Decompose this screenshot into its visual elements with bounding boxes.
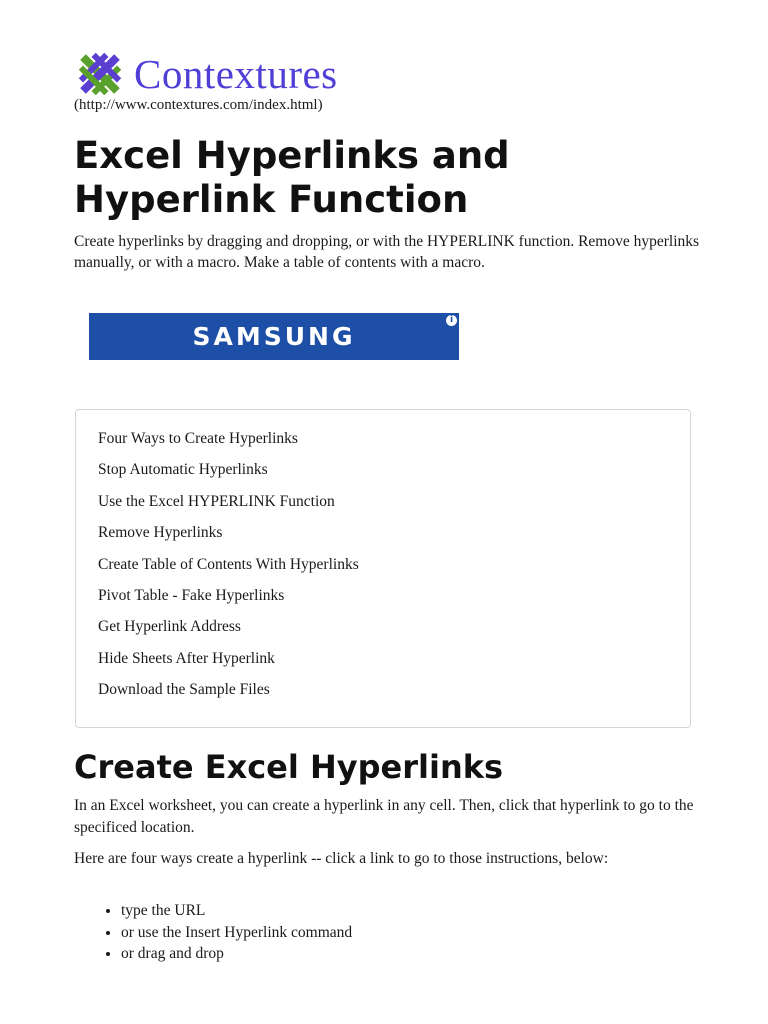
table-of-contents bbox=[75, 409, 691, 728]
bullet-item: • or use the Insert Hyperlink command bbox=[121, 922, 352, 944]
toc-item-remove-hyperlinks[interactable]: Remove Hyperlinks bbox=[98, 524, 223, 542]
section-paragraph-2: Here are four ways create a hyperlink -- click a link to go to those instructions, below: bbox=[74, 850, 609, 867]
ad-brand-text: SAMSUNG bbox=[192, 322, 356, 351]
toc-item-download-samples[interactable]: Download the Sample Files bbox=[98, 681, 270, 699]
section-heading: Create Excel Hyperlinks bbox=[74, 748, 504, 786]
bullet-list bbox=[74, 900, 352, 965]
toc-item-hyperlink-function[interactable]: Use the Excel HYPERLINK Function bbox=[98, 492, 335, 510]
samsung-ad-banner[interactable] bbox=[89, 313, 459, 360]
toc-item-table-of-contents[interactable]: Create Table of Contents With Hyperlinks bbox=[98, 555, 359, 573]
intro-text: Create hyperlinks by dragging and dropping, or with the HYPERLINK function. Remove hyperlinks manually, or with a macro. Make a table of contents with a macro. bbox=[74, 233, 700, 271]
logo-url: (http://www.contextures.com/index.html) bbox=[74, 97, 323, 113]
bullet-item: • type the URL bbox=[121, 900, 352, 922]
bullet-item: • or drag and drop bbox=[121, 943, 352, 965]
site-logo[interactable] bbox=[74, 50, 338, 98]
toc-item-four-ways[interactable]: Four Ways to Create Hyperlinks bbox=[98, 430, 298, 447]
logo-text: Contextures bbox=[134, 50, 338, 97]
section-paragraph-1: In an Excel worksheet, you can create a hyperlink in any cell. Then, click that hyperlink to go to the specificed location. bbox=[74, 797, 694, 836]
toc-item-stop-automatic[interactable]: Stop Automatic Hyperlinks bbox=[98, 461, 268, 479]
toc-item-hide-sheets[interactable]: Hide Sheets After Hyperlink bbox=[98, 649, 275, 667]
page-title: Excel Hyperlinks and Hyperlink Function bbox=[74, 134, 510, 221]
toc-item-pivot-table[interactable]: Pivot Table - Fake Hyperlinks bbox=[98, 586, 285, 604]
contextures-logo-icon bbox=[74, 51, 126, 97]
toc-item-get-address[interactable]: Get Hyperlink Address bbox=[98, 618, 241, 636]
ad-info-icon[interactable]: i bbox=[446, 315, 457, 326]
